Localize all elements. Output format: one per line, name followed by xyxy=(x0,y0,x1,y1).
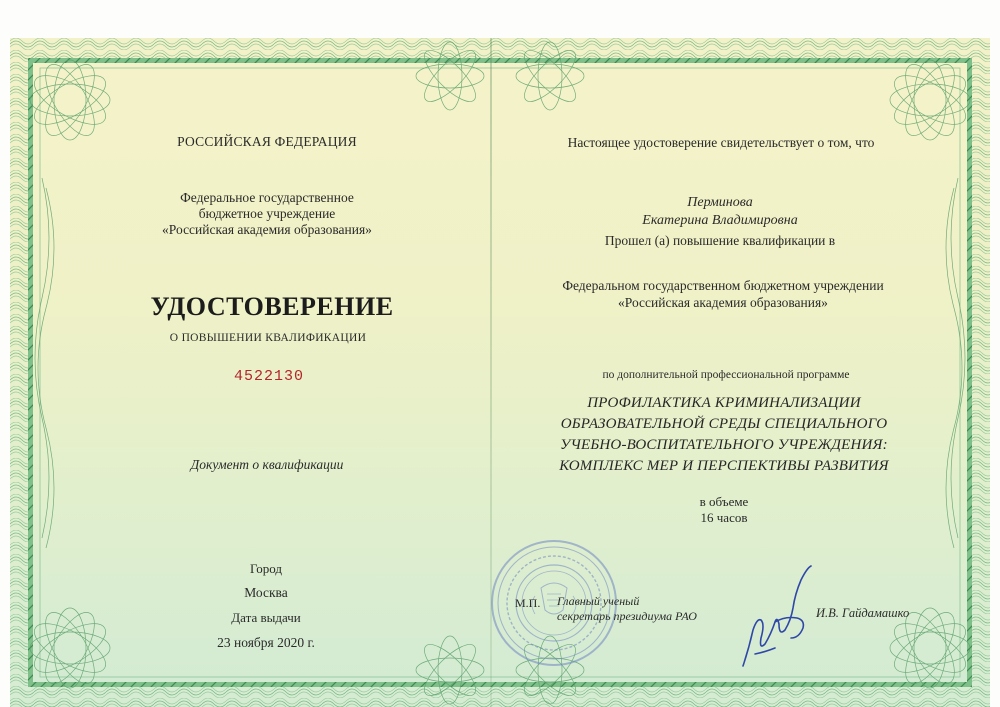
organization-line: «Российская академия образования» xyxy=(162,222,372,237)
volume-label: в объеме xyxy=(699,494,749,509)
organization-name xyxy=(162,190,372,238)
signer-role-line: секретарь президиума РАО xyxy=(557,609,697,623)
institution-line: «Российская академия образования» xyxy=(618,295,828,310)
issue-date-label: Дата выдачи xyxy=(231,610,301,625)
certificate-subtitle: О ПОВЫШЕНИИ КВАЛИФИКАЦИИ xyxy=(169,332,367,344)
program-title-line: УЧЕБНО-ВОСПИТАТЕЛЬНОГО УЧРЕЖДЕНИЯ: xyxy=(560,437,888,453)
passed-training-text: Прошел (а) повышение квалификации в xyxy=(604,233,836,248)
issue-date-value: 23 ноября 2020 г. xyxy=(217,635,315,650)
volume-value: 16 часов xyxy=(700,510,748,525)
document-type: Документ о квалификации xyxy=(190,457,344,472)
city-value: Москва xyxy=(244,585,288,600)
program-title xyxy=(559,393,888,477)
certificate-number: 4522130 xyxy=(233,368,305,385)
certificate-intro: Настоящее удостоверение свидетельствует о том, что xyxy=(567,135,875,150)
holder-given-names: Екатерина Владимировна xyxy=(642,213,798,228)
certificate-sheet xyxy=(10,38,990,707)
program-title-line: КОМПЛЕКС МЕР И ПЕРСПЕКТИВЫ РАЗВИТИЯ xyxy=(559,458,889,474)
institution-name xyxy=(562,277,883,311)
program-title-line: ПРОФИЛАКТИКА КРИМИНАЛИЗАЦИИ xyxy=(587,395,861,411)
program-title-line: ОБРАЗОВАТЕЛЬНОЙ СРЕДЫ СПЕЦИАЛЬНОГО xyxy=(560,416,888,432)
handwritten-signature-icon xyxy=(735,558,820,673)
certificate-title: УДОСТОВЕРЕНИЕ xyxy=(150,292,394,321)
institution-line: Федеральном государственном бюджетном учреждении xyxy=(562,278,884,293)
federation-heading: РОССИЙСКАЯ ФЕДЕРАЦИЯ xyxy=(177,134,357,149)
signer-role xyxy=(557,594,697,624)
holder-surname: Перминова xyxy=(687,195,753,210)
signer-role-line: Главный ученый xyxy=(557,594,640,608)
program-label: по дополнительной профессиональной программе xyxy=(602,369,850,381)
stamp-place-label: М.П. xyxy=(515,596,541,610)
city-label: Город xyxy=(249,561,283,576)
organization-line: бюджетное учреждение xyxy=(198,206,336,221)
organization-line: Федеральное государственное xyxy=(180,190,354,205)
signer-name: И.В. Гайдамашко xyxy=(816,606,910,620)
